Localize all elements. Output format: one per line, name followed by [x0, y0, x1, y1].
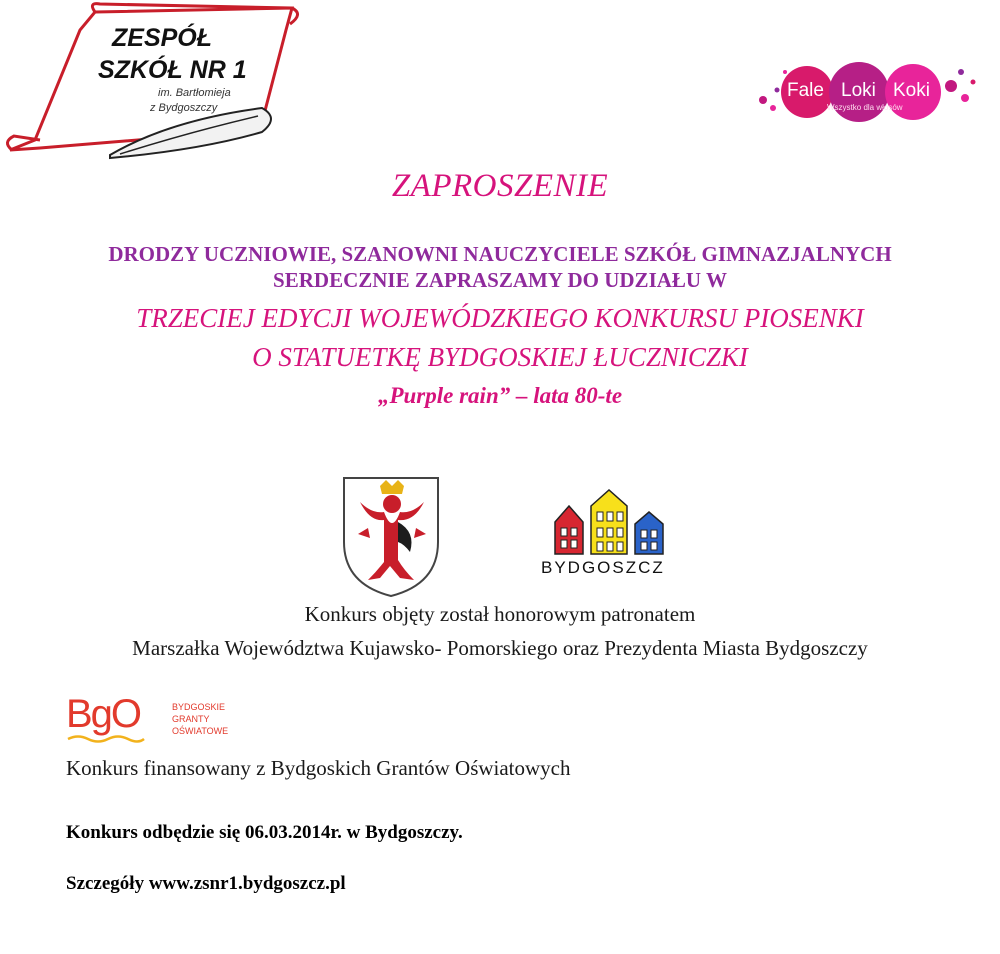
intro-line-2: SERDECZNIE ZAPRASZAMY DO UDZIAŁU W	[273, 268, 727, 292]
patronage-line-2: Marszałka Województwa Kujawsko- Pomorskiego oraz Prezydenta Miasta Bydgoszczy	[132, 636, 868, 660]
sponsor-tagline: Wszystko dla włosów	[827, 103, 903, 112]
sponsor-logo	[755, 58, 980, 130]
city-logo	[535, 488, 685, 583]
eagle-griffin-shield-icon	[340, 472, 442, 600]
school-logo-line4: z Bydgoszczy	[150, 102, 218, 114]
bgo-logo	[66, 692, 246, 746]
bgo-mark: BgO	[66, 692, 141, 736]
sponsor-word-1: Fale	[787, 80, 824, 101]
bgo-line-3: OŚWIATOWE	[172, 726, 229, 736]
bgo-line-1: BYDGOSKIE	[172, 702, 226, 712]
sponsor-word-2: Loki	[841, 80, 876, 101]
school-logo-line1: ZESPÓŁ	[112, 24, 213, 52]
school-logo-line2: SZKÓŁ NR 1	[98, 56, 247, 84]
school-logo-line3: im. Bartłomieja	[158, 87, 231, 99]
funding-text: Konkurs finansowany z Bydgoskich Grantów Oświatowych	[66, 756, 571, 780]
contest-line-2: O STATUETKĘ BYDGOSKIEJ ŁUCZNICZKI	[252, 342, 748, 372]
school-logo	[0, 0, 305, 178]
contest-theme: „Purple rain” – lata 80-te	[377, 383, 623, 408]
details-text: Szczegóły www.zsnr1.bydgoszcz.pl	[66, 873, 346, 894]
bgo-line-2: GRANTY	[172, 714, 210, 724]
event-date-text: Konkurs odbędzie się 06.03.2014r. w Bydgoszczy.	[66, 822, 463, 843]
voivodeship-coat-of-arms	[340, 472, 442, 600]
bgo-wave-icon	[66, 734, 146, 744]
sponsor-word-3: Koki	[893, 80, 930, 101]
intro-line-1: DRODZY UCZNIOWIE, SZANOWNI NAUCZYCIELE SZKÓŁ GIMNAZJALNYCH	[108, 242, 892, 266]
patronage-line-1: Konkurs objęty został honorowym patronatem	[304, 602, 696, 626]
contest-line-1: TRZECIEJ EDYCJI WOJEWÓDZKIEGO KONKURSU PIOSENKI	[136, 303, 864, 333]
page-title: ZAPROSZENIE	[391, 168, 609, 204]
city-logo-name: BYDGOSZCZ	[541, 558, 665, 577]
